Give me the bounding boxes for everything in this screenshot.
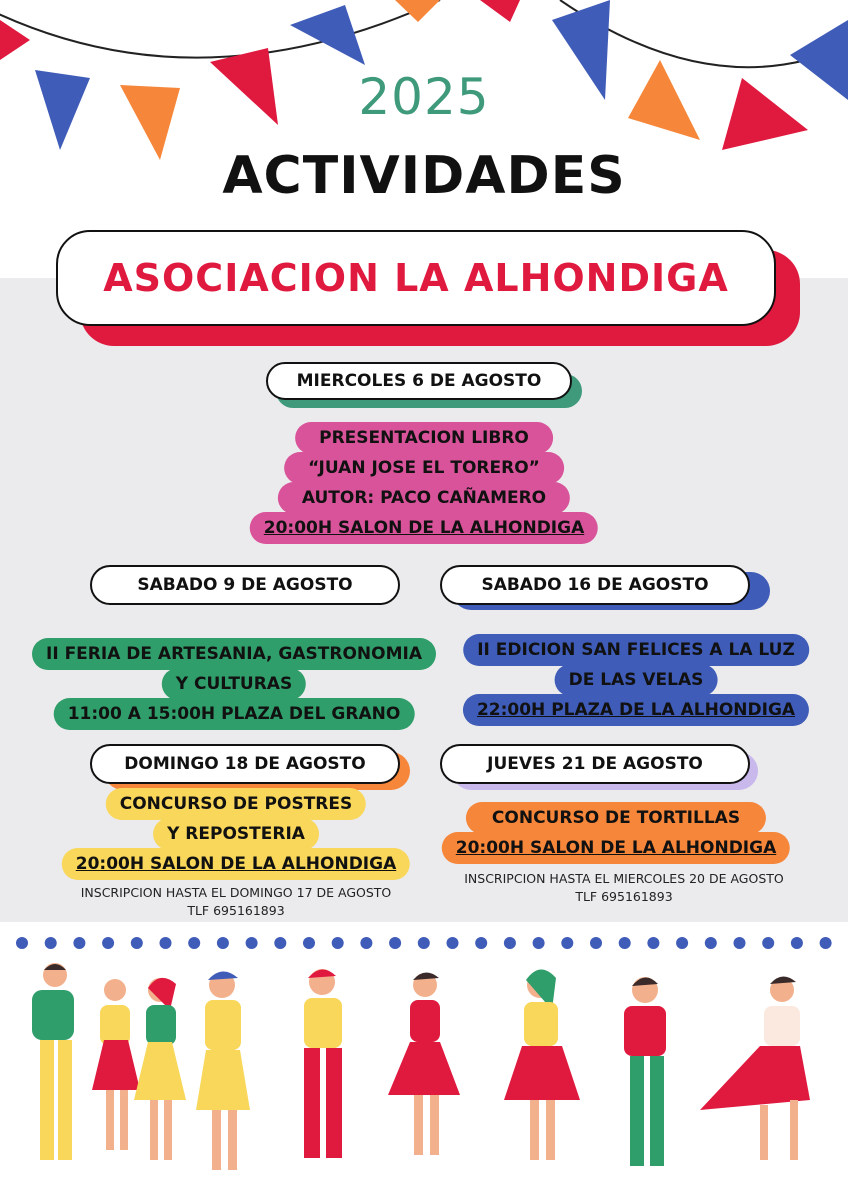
divider-dot [504, 937, 516, 949]
event-line: II FERIA DE ARTESANIA, GASTRONOMIA [32, 638, 436, 670]
divider-dot [389, 937, 401, 949]
flag [480, 0, 520, 22]
divider-dot [533, 937, 545, 949]
registration-note-e5 [424, 870, 824, 906]
note-line: TLF 695161893 [187, 903, 285, 918]
date-pill-e1: MIERCOLES 6 DE AGOSTO [266, 362, 572, 400]
divider-dot [820, 937, 832, 949]
event-line: 20:00H SALON DE LA ALHONDIGA [62, 848, 410, 880]
divider-dot [131, 937, 143, 949]
event-line: PRESENTACION LIBRO [295, 422, 553, 454]
divider-dot [274, 937, 286, 949]
dancer-figure [504, 969, 580, 1160]
divider-dot [217, 937, 229, 949]
divider-dot [705, 937, 717, 949]
date-pill-e5: JUEVES 21 DE AGOSTO [440, 744, 750, 784]
divider-dot [475, 937, 487, 949]
event-line: Y CULTURAS [162, 668, 306, 700]
event-line: “JUAN JOSE EL TORERO” [284, 452, 564, 484]
dancer-figure [196, 971, 250, 1170]
event-line: 22:00H PLAZA DE LA ALHONDIGA [463, 694, 809, 726]
flag [395, 0, 440, 22]
event-block-e3 [436, 632, 836, 732]
event-line: 11:00 A 15:00H PLAZA DEL GRANO [54, 698, 415, 730]
event-line: 20:00H SALON DE LA ALHONDIGA [250, 512, 598, 544]
note-line: INSCRIPCION HASTA EL MIERCOLES 20 DE AGOSTO [464, 871, 784, 886]
date-pill-e4: DOMINGO 18 DE AGOSTO [90, 744, 400, 784]
dancers-illustration [0, 950, 848, 1190]
dancer-figure [624, 977, 666, 1166]
dancer-figure [92, 979, 140, 1150]
event-line: 20:00H SALON DE LA ALHONDIGA [442, 832, 790, 864]
divider-dot [590, 937, 602, 949]
year-heading: 2025 [358, 68, 490, 126]
date-pill-e3: SABADO 16 DE AGOSTO [440, 565, 750, 605]
event-block-e2 [34, 636, 434, 736]
divider-dot [762, 937, 774, 949]
page-title: ACTIVIDADES [222, 146, 626, 206]
date-pill-e2: SABADO 9 DE AGOSTO [90, 565, 400, 605]
divider-dot [791, 937, 803, 949]
flag [290, 5, 365, 65]
divider-dot [16, 937, 28, 949]
dancer-figure [304, 969, 342, 1158]
divider-dot [73, 937, 85, 949]
divider-dot [447, 937, 459, 949]
dancer-figure [388, 972, 460, 1155]
event-line: II EDICION SAN FELICES A LA LUZ [463, 634, 809, 666]
divider-dot [188, 937, 200, 949]
event-line: Y REPOSTERIA [153, 818, 319, 850]
divider-dot [360, 937, 372, 949]
event-block-e4 [46, 786, 426, 886]
event-block-e1 [0, 420, 848, 550]
divider-dot [102, 937, 114, 949]
event-line: CONCURSO DE POSTRES [106, 788, 366, 820]
event-line: DE LAS VELAS [555, 664, 718, 696]
note-line: TLF 695161893 [575, 889, 673, 904]
event-line: CONCURSO DE TORTILLAS [466, 802, 766, 834]
dancer-figure [32, 963, 74, 1160]
divider-dot [619, 937, 631, 949]
divider-dot [561, 937, 573, 949]
dancer-figure [134, 978, 186, 1160]
divider-dot [332, 937, 344, 949]
note-line: INSCRIPCION HASTA EL DOMINGO 17 DE AGOSTO [80, 885, 392, 900]
divider-dot [676, 937, 688, 949]
divider-dot [418, 937, 430, 949]
divider-dot [647, 937, 659, 949]
association-banner: ASOCIACION LA ALHONDIGA [56, 230, 776, 326]
divider-dot [246, 937, 258, 949]
divider-dot [160, 937, 172, 949]
registration-note-e4 [36, 884, 436, 920]
divider-dot [45, 937, 57, 949]
divider-dot [303, 937, 315, 949]
divider-dot [734, 937, 746, 949]
event-line: AUTOR: PACO CAÑAMERO [278, 482, 570, 514]
event-block-e5 [426, 800, 806, 870]
dancer-figure [700, 976, 810, 1160]
